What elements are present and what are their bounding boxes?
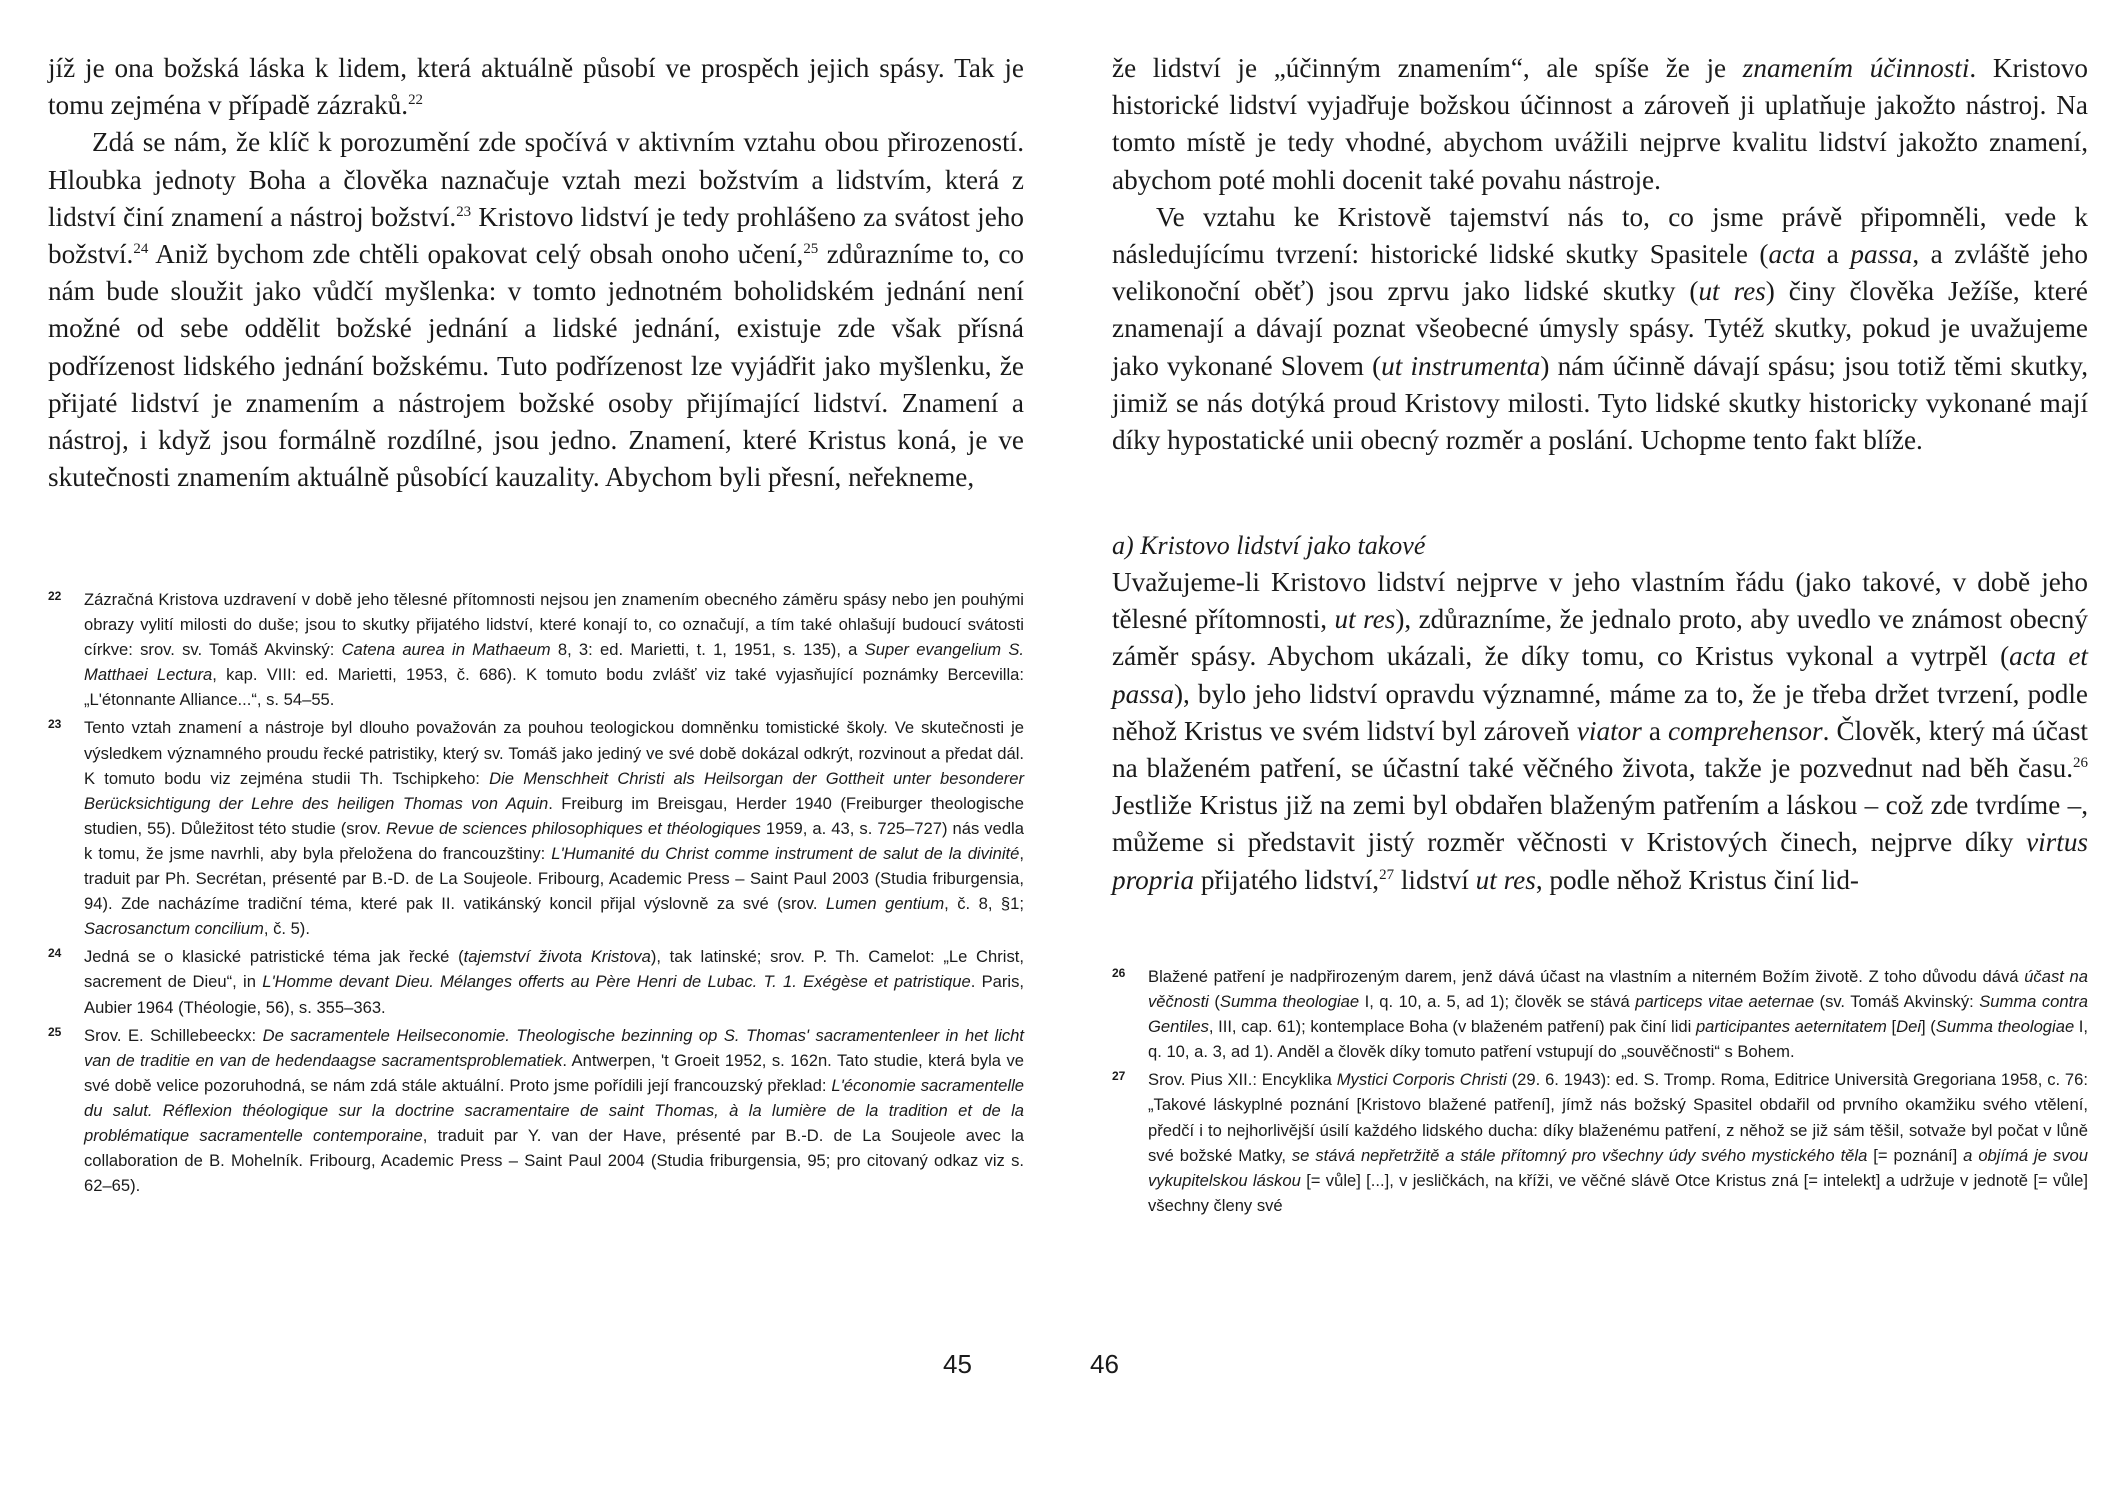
right-page	[1112, 0, 2088, 1500]
text-run: , III, cap. 61); kontemplace Boha (v blaženém patření) pak činí lidi	[1208, 1017, 1696, 1037]
text-run: . Antwerpen, 't Groeit 1952, s. 162n. Tato studie, která byla ve své době velice pozoruhodná, se nám zdá stále aktuální. Proto jsme pořídili její francouzský překlad:	[84, 1050, 1024, 1095]
text-run: Jestliže Kristus již na zemi byl obdařen blaženým patřením a láskou – což zde tvrdíme –, můžeme si představit jistý rozměr věčnosti v Kristových činech, nejprve díky	[1112, 790, 2088, 858]
text-run: Ve vztahu ke Kristově tajemství nás to, co jsme právě připomněli, vede k následujícímu tvrzení: historické lidské skutky Spasitele (	[1112, 201, 2088, 270]
text-run: I, q. 10, a. 5, ad 1); člověk se stává	[1359, 992, 1636, 1012]
text-run: (sv. Tomáš Akvinský:	[1814, 992, 1980, 1012]
text-run: , podle něhož Kristus činí lid-	[1535, 864, 1859, 895]
text-run: ), zdůrazníme, že jednalo proto, aby uvedlo ve známost obecný záměr spásy. Abychom ukázali, že díky tomu, co Kristus vykonal a vytrpěl (	[1112, 604, 2088, 672]
text-run: Tento vztah znamení a nástroje byl dlouho považován za pouhou teologickou domněnku tomistické školy. Ve skutečnosti je výsledkem významného proudu řecké patristiky, který sv. Tomáš jako jediný ve své době dokázal odkrýt, rozvinout a předat dál. K tomuto bodu viz zejména studii Th. Tschipkeho:	[84, 718, 1024, 788]
text-run: (29. 6. 1943): ed. S. Tromp. Roma, Editrice Università Gregoriana 1958, c. 76: „Takové láskyplné poznání [Kristovo blažené patření], jímž nás božský Spasitel obdařil od prvního okamžiku svého vtělení, předčí i to nejhorlivější úsilí každého lidského ducha: díky blaženému patření, z něhož se již sám těšil, sotvaže byl počat v lůně své božské Matky,	[1148, 1070, 2089, 1165]
italic-run: Catena aurea in Mathaeum	[341, 640, 551, 660]
italic-run: acta	[1768, 239, 1816, 270]
italic-run: L'Homme devant Dieu. Mélanges offerts au Père Henri de Lubac. T. 1. Exégèse et patristique	[262, 972, 971, 992]
italic-run: ut res	[1334, 604, 1396, 635]
section-paragraph	[1112, 564, 2088, 899]
italic-run: Mystici Corporis Christi	[1336, 1070, 1507, 1090]
footnote-text	[84, 590, 1024, 709]
footnote-25	[48, 1023, 1024, 1199]
left-paragraph-2	[48, 124, 1024, 496]
footnote-number: 27	[1112, 1069, 1126, 1084]
text-run: 1959, a. 43, s. 725–727) nás vedla k tomu, že jsme navrhli, aby byla přeložena do francouzštiny:	[84, 818, 1024, 863]
footnote-27	[1112, 1067, 2088, 1218]
text-run: Srov. E. Schillebeeckx:	[84, 1025, 263, 1045]
section-heading: a) Kristovo lidství jako takové	[1112, 531, 1426, 560]
italic-run: účast na věčnosti	[1148, 967, 2088, 1012]
text-run: ) činy člověka Ježíše, které znamenají a dávají poznat všeobecné úmysly spásy. Tytéž skutky, pokud je uvažujeme jako vykonané Slovem (	[1112, 276, 2088, 381]
left-paragraph-1	[48, 50, 1024, 124]
text-run: zdůrazníme to, co nám bude sloužit jako vůdčí myšlenka: v tomto jednotném boholidském jednání není možné od sebe oddělit božské jednání a lidské jednání, existuje zde však přísná podřízenost lidského jednání božskému. Tuto podřízenost lze vyjádřit jako myšlenku, že přijaté lidství je znamením a nástrojem božské osoby přijímající lidství. Znamení a nástroj, i když jsou formálně rozdílné, jsou jedno. Znamení, které Kristus koná, je ve skutečnosti znamením aktuálně působící kauzality. Abychom byli přesní, neřekneme,	[48, 239, 1024, 493]
italic-run: ut instrumenta	[1381, 350, 1541, 381]
text-run: , traduit par Ph. Secrétan, présenté par B.-D. de La Soujeole. Fribourg, Academic Press – Saint Paul 2003 (Studia friburgensia, 94). Zde nacházíme tradiční téma, které pak II. vatikánský koncil přijal výslovně za své (srov.	[84, 843, 1024, 914]
footnote-23	[48, 715, 1024, 941]
left-footnotes	[48, 587, 1024, 1201]
text-run: , traduit par Y. van der Have, présenté par B.-D. de La Soujeole avec la collaboration de B. Mohelník. Fribourg, Academic Press – Saint Paul 2004 (Studia friburgensia, 95; pro citovaný odkaz viz s. 62–65).	[84, 1125, 1024, 1196]
italic-run: Summa theologiae	[1935, 1017, 2075, 1037]
footnote-text	[84, 1026, 1024, 1196]
footnote-ref: 26	[2073, 754, 2088, 771]
italic-run: viator	[1576, 715, 1642, 746]
footnote-26	[1112, 964, 2088, 1064]
italic-run: Summa theologiae	[1219, 992, 1360, 1012]
text-run: jíž je ona božská láska k lidem, která aktuálně působí ve prospěch jejich spásy. Tak je tomu zejména v případě zázraků.	[48, 53, 1024, 121]
text-run: , č. 8, §1;	[944, 894, 1024, 914]
footnote-number: 24	[48, 946, 62, 961]
text-run: . Paris, Aubier 1964 (Théologie, 56), s. 355–363.	[84, 972, 1025, 1017]
italic-run: Super evangelium S. Matthaei Lectura	[84, 640, 1024, 685]
text-run: , kap. VIII: ed. Marietti, 1953, č. 686). K tomuto bodu zvlášť viz také vyjasňující poznámky Bercevilla: „L'étonnante Alliance...“, s. 54–55.	[84, 665, 1025, 710]
page-number-right: 46	[1090, 1349, 1119, 1379]
text-run: přijatého lidství,	[1194, 864, 1380, 895]
italic-run: comprehensor	[1668, 715, 1823, 746]
italic-run: Sacrosanctum concilium	[84, 919, 264, 939]
right-section	[1112, 528, 2088, 899]
text-run: že lidství je „účinným znamením“, ale spíše že je	[1112, 53, 1743, 83]
text-run: ), bylo jeho lidství opravdu významné, máme za to, že je třeba držet tvrzení, podle něhož Kristus ve svém lidství byl zároveň	[1112, 678, 2088, 746]
italic-run: Lumen gentium	[825, 894, 945, 914]
text-run: [	[1886, 1017, 1897, 1037]
text-run: Jedná se o klasické patristické téma jak řecké (	[84, 947, 464, 967]
right-main-text	[1112, 50, 2088, 459]
text-run: Aniž bychom zde chtěli opakovat celý obsah onoho učení,	[148, 239, 804, 270]
footnote-ref: 27	[1379, 866, 1395, 883]
text-run: a	[1815, 239, 1851, 270]
footnote-ref: 22	[408, 92, 424, 109]
italic-run: Revue de sciences philosophiques et théologiques	[386, 818, 761, 838]
text-run: . Freiburg im Breisgau, Herder 1940 (Freiburger theologische studien, 55). Důležitost této studie (srov.	[84, 793, 1024, 838]
footnote-number: 25	[48, 1024, 62, 1039]
footnote-ref: 23	[456, 203, 472, 220]
text-run: . Člověk, který má účast na blaženém patření, se účastní také věčného života, takže je pozvednut nad běh času.	[1112, 715, 2088, 784]
text-run: Kristovo lidství je tedy prohlášeno za svátost jeho božství.	[48, 201, 1024, 270]
italic-run: L'économie sacramentelle du salut. Réflexion théologique sur la doctrine sacramentaire de saint Thomas, à la lumière de la tradition et de la problématique sacramentelle contemporaine	[84, 1075, 1024, 1145]
italic-run: a objímá je svou vykupitelskou láskou	[1148, 1145, 2088, 1190]
italic-run: L'Humanité du Christ comme instrument de salut de la divinité	[551, 843, 1020, 863]
text-run: I, q. 10, a. 3, ad 1). Anděl a člověk díky tomuto patření vstupují do „souvěčnosti“ s Bohem.	[1148, 1017, 2089, 1062]
text-run: lidství	[1394, 864, 1476, 895]
text-run: ) nám účinně dávají spásu; jsou totiž těmi skutky, jimiž se nás dotýká proud Kristovy milosti. Tyto lidské skutky historicky vykonané mají díky hypostatické unii obecný rozměr a poslání. Uchopme tento fakt blíže.	[1112, 350, 2088, 456]
text-run: a	[1641, 715, 1669, 746]
italic-run: Die Menschheit Christi als Heilsorgan der Gottheit unter besonderer Berücksichtigung der Lehre des heiligen Thomas von Aquin	[84, 768, 1024, 813]
text-run: [= poznání]	[1867, 1145, 1964, 1165]
italic-run: ut res	[1698, 276, 1766, 307]
right-paragraph-1	[1112, 50, 2088, 199]
right-footnotes	[1112, 964, 2088, 1221]
footnote-ref: 24	[133, 240, 149, 257]
text-run: , č. 5).	[263, 919, 310, 939]
footnote-number: 23	[48, 717, 62, 732]
page-number-left: 45	[943, 1349, 972, 1379]
footnote-24	[48, 944, 1024, 1019]
text-run: ] (	[1921, 1017, 1936, 1037]
text-run: Zázračná Kristova uzdravení v době jeho tělesné přítomnosti nejsou jen znamením obecného záměru spásy nebo jen pouhými obrazy vylití milosti do duše; jsou to skutky přijatého lidství, které konají to, co označují, a tím také ohlašují budoucí svátosti církve: srov. sv. Tomáš Akvinský:	[84, 590, 1024, 660]
italic-run: tajemství života Kristova	[463, 947, 651, 967]
italic-run: virtus propria	[1112, 827, 2088, 895]
text-run: (	[1208, 992, 1220, 1012]
italic-run: particeps vitae aeternae	[1635, 992, 1815, 1012]
footnote-22	[48, 587, 1024, 712]
italic-run: passa	[1850, 239, 1913, 270]
left-page	[48, 0, 1024, 1500]
footnote-ref: 25	[803, 240, 819, 257]
footnote-text	[1148, 967, 2088, 1061]
footnote-text	[84, 947, 1024, 1016]
footnote-text	[84, 718, 1024, 938]
text-run: Zdá se nám, že klíč k porozumění zde spočívá v aktivním vztahu obou přirozeností. Hloubka jednoty Boha a člověka naznačuje vztah mezi božstvím a lidstvím, která z lidství činí znamení a nástroj božství.	[48, 127, 1024, 232]
footnote-number: 26	[1112, 966, 1126, 980]
text-run: , a zvláště jeho velikonoční oběť) jsou zprvu jako lidské skutky (	[1112, 239, 2088, 307]
footnote-text	[1148, 1070, 2088, 1214]
italic-run: ut res	[1475, 864, 1536, 895]
italic-run: De sacramentele Heilseconomie. Theologische bezinning op S. Thomas' sacramentenleer in het licht van de traditie en van de hedendaagse sacramentsproblematiek	[84, 1025, 1024, 1070]
right-paragraph-2	[1112, 199, 2088, 459]
text-run: Uvažujeme-li Kristovo lidství nejprve v jeho vlastním řádu (jako takové, v době jeho tělesné přítomnosti,	[1112, 567, 2088, 635]
italic-run: Summa contra Gentiles	[1148, 992, 2088, 1037]
italic-run: participantes aeternitatem	[1695, 1017, 1887, 1037]
text-run: ), tak latinské; srov. P. Th. Camelot: „Le Christ, sacrement de Dieu“, in	[84, 947, 1025, 992]
left-main-text	[48, 50, 1024, 496]
italic-run: acta et passa	[1112, 641, 2088, 709]
italic-run: se stává nepřetržitě a stále přítomný pro všechny údy svého mystického těla	[1291, 1145, 1868, 1165]
italic-run: znamením účinnosti	[1742, 53, 1970, 83]
text-run: 8, 3: ed. Marietti, t. 1, 1951, s. 135), a	[550, 640, 865, 660]
text-run: [= vůle] [...], v jesličkách, na kříži, ve věčné slávě Otce Kristus zná [= intelekt] a udržuje v jednotě [= vůle] všechny členy své	[1148, 1170, 2088, 1215]
text-run: Srov. Pius XII.: Encyklika	[1148, 1070, 1337, 1090]
text-run: Blažené patření je nadpřirozeným darem, jenž dává účast na vlastním a niterném Božím životě. Z toho důvodu dává	[1148, 967, 2025, 986]
text-run: . Kristovo historické lidství vyjadřuje božskou účinnost a zároveň ji uplatňuje jakožto nástroj. Na tomto místě je tedy vhodné, abychom uvážili nejprve kvalitu lidství jakožto znamení, abychom poté mohli docenit také povahu nástroje.	[1112, 53, 2089, 195]
italic-run: Dei	[1896, 1017, 1922, 1037]
footnote-number: 22	[48, 589, 62, 603]
